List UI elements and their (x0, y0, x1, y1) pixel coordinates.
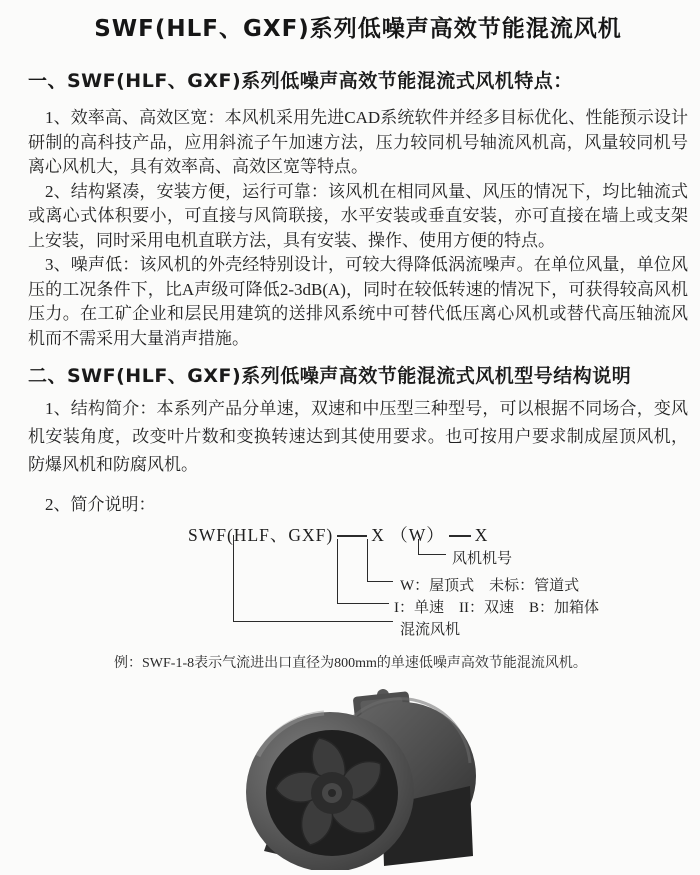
connector-fan-type (233, 535, 393, 622)
example-note: 例：SWF-1-8表示气流进出口直径为800mm的单速低噪声高效节能混流风机。 (114, 656, 587, 671)
product-photo (232, 688, 482, 870)
feature-paragraph-2: 2、结构紧凑，安装方便，运行可靠：该风机在相同风量、风压的情况下，均比轴流式或离心式体积要小，可直接与风筒联接，水平安装或垂直安装，亦可直接在墙上或支架上安装，同时采用电机直联方法，具有安装、操作、使用方便的特点。 (28, 181, 688, 250)
feature-paragraph-3: 3、噪声低：该风机的外壳经特别设计，可较大得降低涡流噪声。在单位风量，单位风压的工况条件下，比A声级可降低2-3dB(A)，同时在较低转速的情况下，可获得较高风机压力。在工矿企业和层民用建筑的送排风系统中可替代低压离心风机或替代高压轴流风机而不需采用大量消声措施。 (28, 255, 688, 348)
model-intro-label: 2、简介说明： (45, 495, 156, 514)
roof-slot: （W） (390, 525, 445, 545)
label-roof-type: W：屋顶式 未标：管道式 (400, 578, 580, 594)
label-fan-type: 混流风机 (400, 622, 461, 638)
section1-heading: 一、SWF(HLF、GXF)系列低噪声高效节能混流式风机特点： (28, 70, 573, 92)
label-speed-type: I：单速 II：双速 B：加箱体 (394, 600, 599, 616)
size-slot: X (474, 525, 489, 545)
connector-fan-number (418, 539, 446, 555)
speed-slot: X (371, 525, 385, 545)
section2-heading: 二、SWF(HLF、GXF)系列低噪声高效节能混流式风机型号结构说明 (28, 365, 632, 387)
model-code-diagram (28, 522, 688, 646)
feature-paragraph-1: 1、效率高、高效区宽：本风机采用先进CAD系统软件并经多目标优化、性能预示设计研制的高科技产品，应用斜流子午加速方法，压力较同机号轴流风机高，风量较同机号离心风机大，具有效率高、高效区宽等特点。 (28, 108, 688, 176)
label-fan-number: 风机机号 (452, 551, 513, 567)
page-title: SWF(HLF、GXF)系列低噪声高效节能混流风机 (94, 16, 622, 42)
connector-dash (449, 535, 471, 537)
formula-prefix: SWF(HLF、GXF) (188, 525, 334, 545)
structure-paragraph: 1、结构简介：本系列产品分单速，双速和中压型三种型号，可以根据不同场合，变风机安装角度，改变叶片数和变换转速达到其使用要求。也可按用户要求制成屋顶风机，防爆风机和防腐风机。 (28, 399, 688, 474)
mixed-flow-fan-photo (232, 688, 482, 870)
